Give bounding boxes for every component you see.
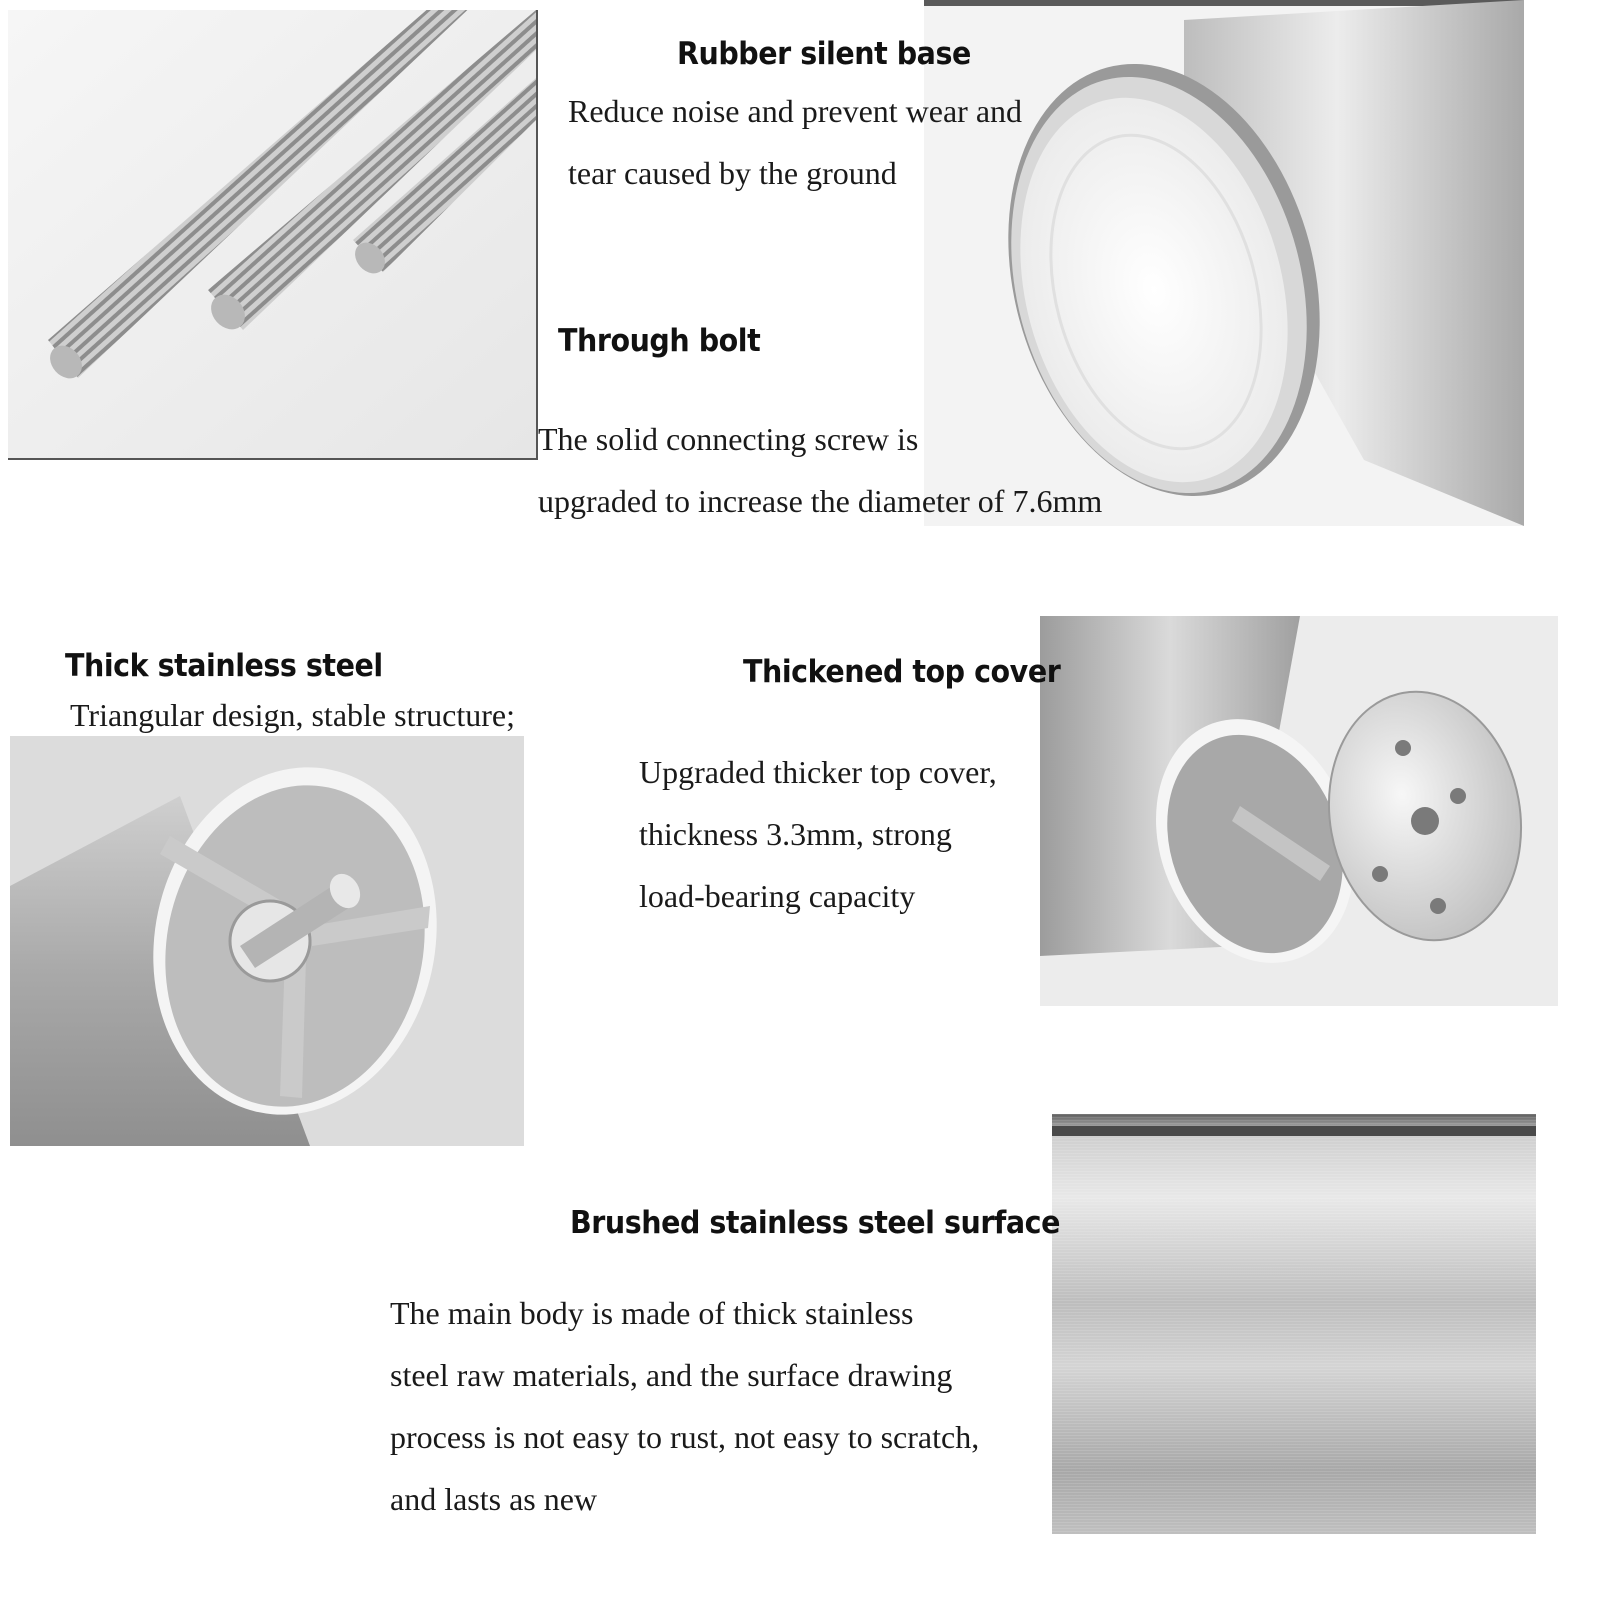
top-cover-plate-photo <box>1040 616 1558 1006</box>
threaded-bolts-photo <box>8 10 538 460</box>
thick-steel-text-line-1: Triangular design, stable structure; <box>70 697 515 733</box>
rubber-base-text-line-2: tear caused by the ground <box>568 155 897 191</box>
brushed-surface-text-line-3: process is not easy to rust, not easy to scratch, <box>390 1419 980 1455</box>
top-cover-heading: Thickened top cover <box>743 654 1061 690</box>
top-cover-text-line-2: thickness 3.3mm, strong <box>639 816 952 852</box>
top-cover-text-line-3: load-bearing capacity <box>639 878 916 914</box>
brushed-surface-text-line-1: The main body is made of thick stainless <box>390 1295 914 1331</box>
brushed-surface-text-line-4: and lasts as new <box>390 1481 598 1517</box>
brushed-steel-surface-photo <box>1052 1114 1536 1534</box>
rubber-base-text-line-1: Reduce noise and prevent wear and <box>568 93 1023 129</box>
thick-steel-heading: Thick stainless steel <box>65 648 383 684</box>
through-bolt-text-line-2: upgraded to increase the diameter of 7.6mm <box>538 483 1103 519</box>
top-cover-text-line-1: Upgraded thicker top cover, <box>639 754 997 790</box>
rubber-base-leg-photo <box>924 0 1524 526</box>
leg-interior-photo <box>10 736 524 1146</box>
through-bolt-text-line-1: The solid connecting screw is <box>538 421 919 457</box>
rubber-base-heading: Rubber silent base <box>677 36 971 72</box>
brushed-surface-heading: Brushed stainless steel surface <box>570 1205 1061 1241</box>
through-bolt-heading: Through bolt <box>558 323 761 359</box>
brushed-surface-text-line-2: steel raw materials, and the surface drawing <box>390 1357 953 1393</box>
